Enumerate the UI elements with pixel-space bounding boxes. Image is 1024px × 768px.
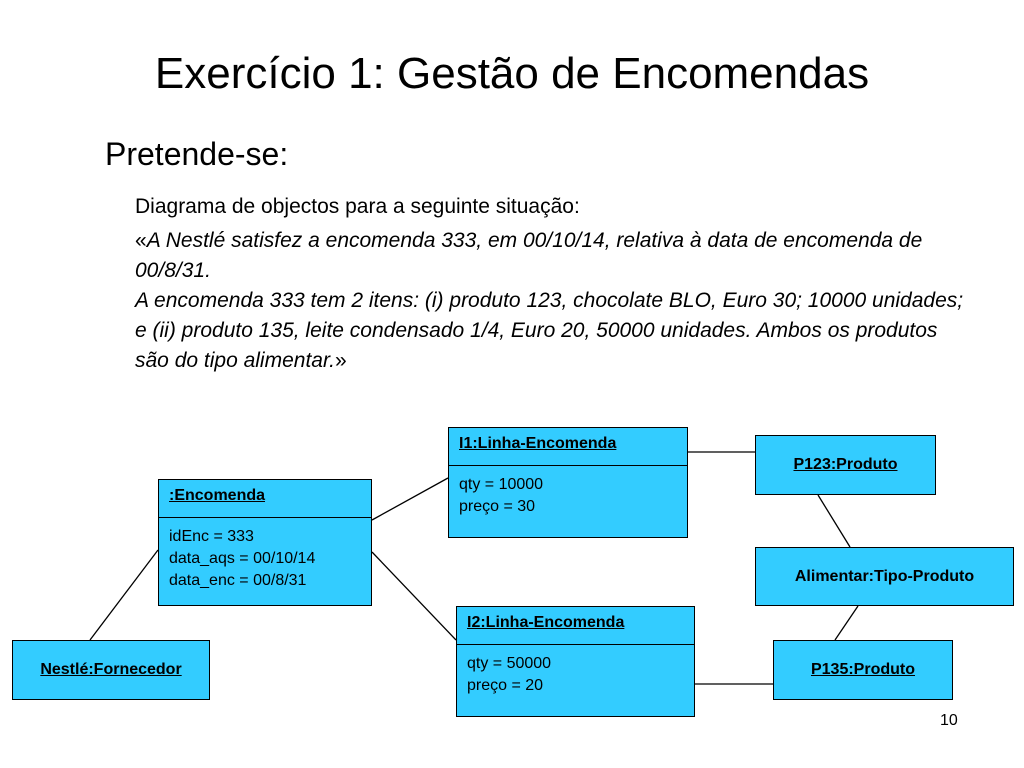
quote-text-1: A Nestlé satisfez a encomenda 333, em 00/10/14, relativa à data de encomenda de 00/8/31.	[135, 229, 923, 282]
encomenda-attr-data-aqs: data_aqs = 00/10/14	[169, 550, 316, 567]
link-fornecedor-encomenda	[90, 550, 158, 640]
encomenda-object-box	[158, 479, 372, 606]
linha2-attr-preco: preço = 20	[467, 677, 544, 694]
linha1-object-box	[448, 427, 688, 538]
linha1-object-name: I1:Linha-Encomenda	[449, 428, 687, 466]
linha1-attr-qty: qty = 10000	[459, 476, 544, 493]
tipo-produto-object-box	[755, 547, 1014, 606]
link-encomenda-linha2	[372, 552, 456, 640]
produto123-object-box	[755, 435, 936, 495]
link-tipo-produto135	[835, 606, 858, 640]
linha1-attributes	[449, 466, 687, 526]
linha2-object-name: I2:Linha-Encomenda	[457, 607, 694, 645]
slide-title: Exercício 1: Gestão de Encomendas	[154, 49, 870, 98]
close-quote-mark: »	[335, 349, 347, 372]
link-produto123-tipo	[818, 495, 850, 547]
slide-subtitle: Pretende-se:	[105, 136, 289, 172]
linha2-attr-qty: qty = 50000	[467, 655, 552, 672]
fornecedor-object-box	[12, 640, 210, 700]
quote-text-2: A encomenda 333 tem 2 itens: (i) produto 123, chocolate BLO, Euro 30; 10000 unidades; e (ii) produto 135, leite condensado 1/4, Euro 20, 50000 unidades. Ambos os produtos são do tipo alimentar.	[135, 289, 964, 372]
encomenda-object-name: :Encomenda	[159, 480, 371, 518]
fornecedor-object-name: Nestlé:Fornecedor	[40, 661, 182, 678]
produto135-object-name: P135:Produto	[810, 661, 915, 678]
linha2-object-box	[456, 606, 695, 717]
open-quote-mark: «	[135, 229, 147, 252]
produto123-object-name: P123:Produto	[793, 456, 898, 473]
intro-text: Diagrama de objectos para a seguinte situação:	[135, 195, 580, 218]
encomenda-attributes	[159, 518, 371, 600]
produto135-object-box	[773, 640, 953, 700]
link-encomenda-linha1	[372, 478, 448, 520]
linha1-attr-preco: preço = 30	[459, 498, 536, 515]
encomenda-attr-idenc: idEnc = 333	[169, 528, 254, 545]
tipo-produto-object-name: Alimentar:Tipo-Produto	[794, 567, 975, 585]
encomenda-attr-data-enc: data_enc = 00/8/31	[169, 572, 307, 589]
linha2-attributes	[457, 645, 694, 705]
page-number: 10	[940, 712, 958, 729]
